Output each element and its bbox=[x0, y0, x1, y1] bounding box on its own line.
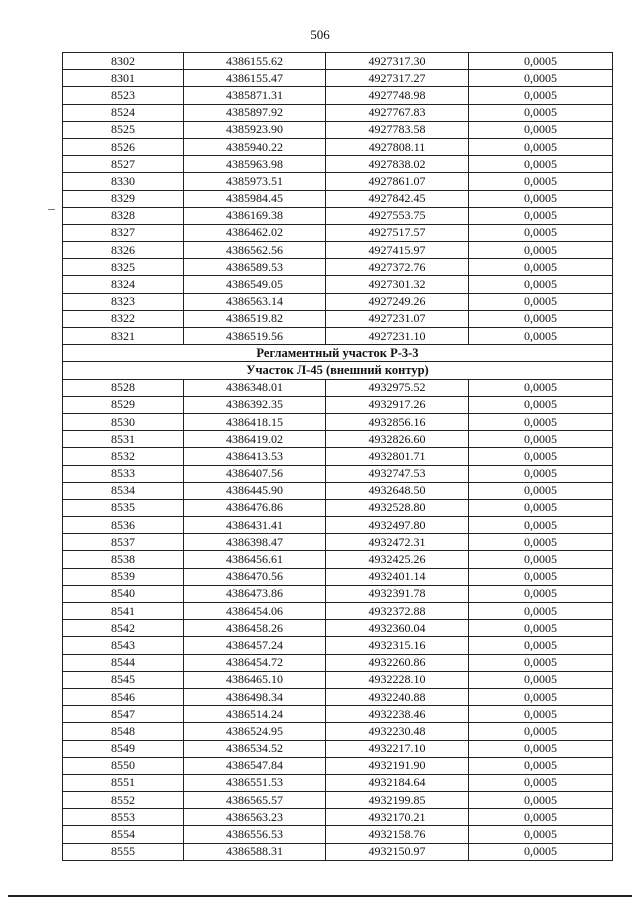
point-number-cell: 8526 bbox=[63, 138, 184, 155]
accuracy-cell: 0,0005 bbox=[469, 310, 613, 327]
x-coordinate-cell: 4386551.53 bbox=[184, 774, 326, 791]
y-coordinate-cell: 4932315.16 bbox=[326, 637, 469, 654]
point-number-cell: 8547 bbox=[63, 706, 184, 723]
accuracy-cell: 0,0005 bbox=[469, 448, 613, 465]
point-number-cell: 8555 bbox=[63, 843, 184, 860]
table-row bbox=[63, 843, 613, 860]
y-coordinate-cell: 4927317.30 bbox=[326, 53, 469, 70]
point-number-cell: 8321 bbox=[63, 328, 184, 345]
table-row bbox=[63, 224, 613, 241]
x-coordinate-cell: 4386498.34 bbox=[184, 688, 326, 705]
accuracy-cell: 0,0005 bbox=[469, 87, 613, 104]
x-coordinate-cell: 4386563.23 bbox=[184, 809, 326, 826]
y-coordinate-cell: 4927517.57 bbox=[326, 224, 469, 241]
accuracy-cell: 0,0005 bbox=[469, 328, 613, 345]
y-coordinate-cell: 4932528.80 bbox=[326, 499, 469, 516]
point-number-cell: 8544 bbox=[63, 654, 184, 671]
accuracy-cell: 0,0005 bbox=[469, 379, 613, 396]
point-number-cell: 8528 bbox=[63, 379, 184, 396]
y-coordinate-cell: 4927231.10 bbox=[326, 328, 469, 345]
table-row bbox=[63, 740, 613, 757]
accuracy-cell: 0,0005 bbox=[469, 585, 613, 602]
point-number-cell: 8330 bbox=[63, 173, 184, 190]
point-number-cell: 8533 bbox=[63, 465, 184, 482]
point-number-cell: 8535 bbox=[63, 499, 184, 516]
table-row bbox=[63, 70, 613, 87]
x-coordinate-cell: 4386454.06 bbox=[184, 603, 326, 620]
table-row bbox=[63, 654, 613, 671]
x-coordinate-cell: 4385897.92 bbox=[184, 104, 326, 121]
x-coordinate-cell: 4386431.41 bbox=[184, 517, 326, 534]
accuracy-cell: 0,0005 bbox=[469, 499, 613, 516]
y-coordinate-cell: 4932391.78 bbox=[326, 585, 469, 602]
table-row bbox=[63, 603, 613, 620]
x-coordinate-cell: 4386556.53 bbox=[184, 826, 326, 843]
table-row bbox=[63, 156, 613, 173]
table-row bbox=[63, 688, 613, 705]
y-coordinate-cell: 4932238.46 bbox=[326, 706, 469, 723]
table-row bbox=[63, 568, 613, 585]
y-coordinate-cell: 4932917.26 bbox=[326, 396, 469, 413]
x-coordinate-cell: 4386565.57 bbox=[184, 792, 326, 809]
x-coordinate-cell: 4386407.56 bbox=[184, 465, 326, 482]
y-coordinate-cell: 4932425.26 bbox=[326, 551, 469, 568]
x-coordinate-cell: 4386519.82 bbox=[184, 310, 326, 327]
accuracy-cell: 0,0005 bbox=[469, 70, 613, 87]
point-number-cell: 8549 bbox=[63, 740, 184, 757]
table-row bbox=[63, 413, 613, 430]
x-coordinate-cell: 4386458.26 bbox=[184, 620, 326, 637]
point-number-cell: 8525 bbox=[63, 121, 184, 138]
y-coordinate-cell: 4932199.85 bbox=[326, 792, 469, 809]
point-number-cell: 8322 bbox=[63, 310, 184, 327]
table-row bbox=[63, 173, 613, 190]
margin-mark bbox=[48, 209, 55, 210]
table-row bbox=[63, 121, 613, 138]
x-coordinate-cell: 4386418.15 bbox=[184, 413, 326, 430]
accuracy-cell: 0,0005 bbox=[469, 431, 613, 448]
table-row bbox=[63, 242, 613, 259]
accuracy-cell: 0,0005 bbox=[469, 757, 613, 774]
accuracy-cell: 0,0005 bbox=[469, 242, 613, 259]
accuracy-cell: 0,0005 bbox=[469, 740, 613, 757]
point-number-cell: 8534 bbox=[63, 482, 184, 499]
table-row bbox=[63, 104, 613, 121]
accuracy-cell: 0,0005 bbox=[469, 207, 613, 224]
x-coordinate-cell: 4385984.45 bbox=[184, 190, 326, 207]
accuracy-cell: 0,0005 bbox=[469, 688, 613, 705]
point-number-cell: 8530 bbox=[63, 413, 184, 430]
point-number-cell: 8554 bbox=[63, 826, 184, 843]
point-number-cell: 8543 bbox=[63, 637, 184, 654]
y-coordinate-cell: 4927838.02 bbox=[326, 156, 469, 173]
accuracy-cell: 0,0005 bbox=[469, 774, 613, 791]
y-coordinate-cell: 4932472.31 bbox=[326, 534, 469, 551]
y-coordinate-cell: 4932648.50 bbox=[326, 482, 469, 499]
accuracy-cell: 0,0005 bbox=[469, 259, 613, 276]
y-coordinate-cell: 4932747.53 bbox=[326, 465, 469, 482]
table-row bbox=[63, 276, 613, 293]
accuracy-cell: 0,0005 bbox=[469, 568, 613, 585]
accuracy-cell: 0,0005 bbox=[469, 551, 613, 568]
x-coordinate-cell: 4386155.62 bbox=[184, 53, 326, 70]
table-row bbox=[63, 431, 613, 448]
y-coordinate-cell: 4932975.52 bbox=[326, 379, 469, 396]
accuracy-cell: 0,0005 bbox=[469, 534, 613, 551]
point-number-cell: 8550 bbox=[63, 757, 184, 774]
y-coordinate-cell: 4932240.88 bbox=[326, 688, 469, 705]
x-coordinate-cell: 4386413.53 bbox=[184, 448, 326, 465]
x-coordinate-cell: 4385871.31 bbox=[184, 87, 326, 104]
table-row bbox=[63, 482, 613, 499]
point-number-cell: 8529 bbox=[63, 396, 184, 413]
accuracy-cell: 0,0005 bbox=[469, 654, 613, 671]
y-coordinate-cell: 4932230.48 bbox=[326, 723, 469, 740]
accuracy-cell: 0,0005 bbox=[469, 190, 613, 207]
table-row bbox=[63, 293, 613, 310]
y-coordinate-cell: 4932372.88 bbox=[326, 603, 469, 620]
point-number-cell: 8323 bbox=[63, 293, 184, 310]
point-number-cell: 8523 bbox=[63, 87, 184, 104]
section-title: Регламентный участок Р-3-3 bbox=[63, 345, 613, 362]
table-row bbox=[63, 465, 613, 482]
x-coordinate-cell: 4386456.61 bbox=[184, 551, 326, 568]
table-row bbox=[63, 190, 613, 207]
x-coordinate-cell: 4386169.38 bbox=[184, 207, 326, 224]
x-coordinate-cell: 4386445.90 bbox=[184, 482, 326, 499]
section-title-row bbox=[63, 345, 613, 362]
point-number-cell: 8301 bbox=[63, 70, 184, 87]
y-coordinate-cell: 4927415.97 bbox=[326, 242, 469, 259]
y-coordinate-cell: 4927808.11 bbox=[326, 138, 469, 155]
x-coordinate-cell: 4385963.98 bbox=[184, 156, 326, 173]
table-row bbox=[63, 517, 613, 534]
y-coordinate-cell: 4932360.04 bbox=[326, 620, 469, 637]
y-coordinate-cell: 4932217.10 bbox=[326, 740, 469, 757]
y-coordinate-cell: 4932260.86 bbox=[326, 654, 469, 671]
accuracy-cell: 0,0005 bbox=[469, 173, 613, 190]
table-row bbox=[63, 328, 613, 345]
x-coordinate-cell: 4386534.52 bbox=[184, 740, 326, 757]
x-coordinate-cell: 4386398.47 bbox=[184, 534, 326, 551]
x-coordinate-cell: 4386476.86 bbox=[184, 499, 326, 516]
accuracy-cell: 0,0005 bbox=[469, 121, 613, 138]
accuracy-cell: 0,0005 bbox=[469, 293, 613, 310]
x-coordinate-cell: 4386549.05 bbox=[184, 276, 326, 293]
page-number: 506 bbox=[310, 27, 330, 42]
point-number-cell: 8324 bbox=[63, 276, 184, 293]
x-coordinate-cell: 4386348.01 bbox=[184, 379, 326, 396]
y-coordinate-cell: 4927767.83 bbox=[326, 104, 469, 121]
table-row bbox=[63, 379, 613, 396]
point-number-cell: 8542 bbox=[63, 620, 184, 637]
accuracy-cell: 0,0005 bbox=[469, 603, 613, 620]
table-row bbox=[63, 637, 613, 654]
x-coordinate-cell: 4386473.86 bbox=[184, 585, 326, 602]
y-coordinate-cell: 4932228.10 bbox=[326, 671, 469, 688]
accuracy-cell: 0,0005 bbox=[469, 517, 613, 534]
x-coordinate-cell: 4385973.51 bbox=[184, 173, 326, 190]
subsection-title: Участок Л-45 (внешний контур) bbox=[63, 362, 613, 379]
y-coordinate-cell: 4927317.27 bbox=[326, 70, 469, 87]
table-row bbox=[63, 757, 613, 774]
point-number-cell: 8539 bbox=[63, 568, 184, 585]
y-coordinate-cell: 4927783.58 bbox=[326, 121, 469, 138]
x-coordinate-cell: 4386454.72 bbox=[184, 654, 326, 671]
accuracy-cell: 0,0005 bbox=[469, 276, 613, 293]
table-row bbox=[63, 723, 613, 740]
y-coordinate-cell: 4927249.26 bbox=[326, 293, 469, 310]
point-number-cell: 8329 bbox=[63, 190, 184, 207]
bottom-rule bbox=[8, 895, 632, 897]
x-coordinate-cell: 4386588.31 bbox=[184, 843, 326, 860]
table-row bbox=[63, 826, 613, 843]
point-number-cell: 8552 bbox=[63, 792, 184, 809]
accuracy-cell: 0,0005 bbox=[469, 104, 613, 121]
point-number-cell: 8553 bbox=[63, 809, 184, 826]
accuracy-cell: 0,0005 bbox=[469, 843, 613, 860]
table-row bbox=[63, 792, 613, 809]
table-row bbox=[63, 671, 613, 688]
point-number-cell: 8541 bbox=[63, 603, 184, 620]
accuracy-cell: 0,0005 bbox=[469, 826, 613, 843]
point-number-cell: 8536 bbox=[63, 517, 184, 534]
x-coordinate-cell: 4385940.22 bbox=[184, 138, 326, 155]
table-row bbox=[63, 551, 613, 568]
x-coordinate-cell: 4386419.02 bbox=[184, 431, 326, 448]
accuracy-cell: 0,0005 bbox=[469, 809, 613, 826]
y-coordinate-cell: 4932150.97 bbox=[326, 843, 469, 860]
accuracy-cell: 0,0005 bbox=[469, 224, 613, 241]
accuracy-cell: 0,0005 bbox=[469, 620, 613, 637]
x-coordinate-cell: 4386563.14 bbox=[184, 293, 326, 310]
point-number-cell: 8326 bbox=[63, 242, 184, 259]
table-row bbox=[63, 620, 613, 637]
table-row bbox=[63, 774, 613, 791]
x-coordinate-cell: 4386465.10 bbox=[184, 671, 326, 688]
accuracy-cell: 0,0005 bbox=[469, 396, 613, 413]
x-coordinate-cell: 4386562.56 bbox=[184, 242, 326, 259]
accuracy-cell: 0,0005 bbox=[469, 53, 613, 70]
y-coordinate-cell: 4932801.71 bbox=[326, 448, 469, 465]
accuracy-cell: 0,0005 bbox=[469, 138, 613, 155]
x-coordinate-cell: 4386462.02 bbox=[184, 224, 326, 241]
point-number-cell: 8540 bbox=[63, 585, 184, 602]
y-coordinate-cell: 4932184.64 bbox=[326, 774, 469, 791]
table-row bbox=[63, 87, 613, 104]
y-coordinate-cell: 4927301.32 bbox=[326, 276, 469, 293]
point-number-cell: 8325 bbox=[63, 259, 184, 276]
y-coordinate-cell: 4932170.21 bbox=[326, 809, 469, 826]
accuracy-cell: 0,0005 bbox=[469, 465, 613, 482]
table-row bbox=[63, 259, 613, 276]
x-coordinate-cell: 4386589.53 bbox=[184, 259, 326, 276]
x-coordinate-cell: 4386547.84 bbox=[184, 757, 326, 774]
point-number-cell: 8327 bbox=[63, 224, 184, 241]
y-coordinate-cell: 4932401.14 bbox=[326, 568, 469, 585]
point-number-cell: 8551 bbox=[63, 774, 184, 791]
point-number-cell: 8527 bbox=[63, 156, 184, 173]
accuracy-cell: 0,0005 bbox=[469, 156, 613, 173]
x-coordinate-cell: 4386514.24 bbox=[184, 706, 326, 723]
y-coordinate-cell: 4927861.07 bbox=[326, 173, 469, 190]
y-coordinate-cell: 4932497.80 bbox=[326, 517, 469, 534]
x-coordinate-cell: 4386470.56 bbox=[184, 568, 326, 585]
x-coordinate-cell: 4385923.90 bbox=[184, 121, 326, 138]
table-body-bottom bbox=[63, 379, 613, 860]
point-number-cell: 8537 bbox=[63, 534, 184, 551]
point-number-cell: 8531 bbox=[63, 431, 184, 448]
x-coordinate-cell: 4386155.47 bbox=[184, 70, 326, 87]
table-row bbox=[63, 499, 613, 516]
y-coordinate-cell: 4932191.90 bbox=[326, 757, 469, 774]
table-row bbox=[63, 396, 613, 413]
coordinates-table bbox=[62, 52, 613, 861]
point-number-cell: 8524 bbox=[63, 104, 184, 121]
table-row bbox=[63, 448, 613, 465]
accuracy-cell: 0,0005 bbox=[469, 413, 613, 430]
table-body-top bbox=[63, 53, 613, 345]
point-number-cell: 8302 bbox=[63, 53, 184, 70]
y-coordinate-cell: 4927553.75 bbox=[326, 207, 469, 224]
x-coordinate-cell: 4386457.24 bbox=[184, 637, 326, 654]
y-coordinate-cell: 4927231.07 bbox=[326, 310, 469, 327]
y-coordinate-cell: 4932826.60 bbox=[326, 431, 469, 448]
table-row bbox=[63, 207, 613, 224]
accuracy-cell: 0,0005 bbox=[469, 671, 613, 688]
y-coordinate-cell: 4927748.98 bbox=[326, 87, 469, 104]
table-row bbox=[63, 138, 613, 155]
y-coordinate-cell: 4932856.16 bbox=[326, 413, 469, 430]
table-section-headers bbox=[63, 345, 613, 379]
point-number-cell: 8546 bbox=[63, 688, 184, 705]
y-coordinate-cell: 4927372.76 bbox=[326, 259, 469, 276]
accuracy-cell: 0,0005 bbox=[469, 723, 613, 740]
point-number-cell: 8545 bbox=[63, 671, 184, 688]
x-coordinate-cell: 4386524.95 bbox=[184, 723, 326, 740]
table-row bbox=[63, 534, 613, 551]
table-row bbox=[63, 310, 613, 327]
table-row bbox=[63, 706, 613, 723]
y-coordinate-cell: 4927842.45 bbox=[326, 190, 469, 207]
table-row bbox=[63, 585, 613, 602]
point-number-cell: 8538 bbox=[63, 551, 184, 568]
accuracy-cell: 0,0005 bbox=[469, 637, 613, 654]
accuracy-cell: 0,0005 bbox=[469, 706, 613, 723]
accuracy-cell: 0,0005 bbox=[469, 792, 613, 809]
point-number-cell: 8328 bbox=[63, 207, 184, 224]
accuracy-cell: 0,0005 bbox=[469, 482, 613, 499]
y-coordinate-cell: 4932158.76 bbox=[326, 826, 469, 843]
point-number-cell: 8548 bbox=[63, 723, 184, 740]
point-number-cell: 8532 bbox=[63, 448, 184, 465]
x-coordinate-cell: 4386392.35 bbox=[184, 396, 326, 413]
subsection-title-row bbox=[63, 362, 613, 379]
x-coordinate-cell: 4386519.56 bbox=[184, 328, 326, 345]
table-row bbox=[63, 53, 613, 70]
table-row bbox=[63, 809, 613, 826]
